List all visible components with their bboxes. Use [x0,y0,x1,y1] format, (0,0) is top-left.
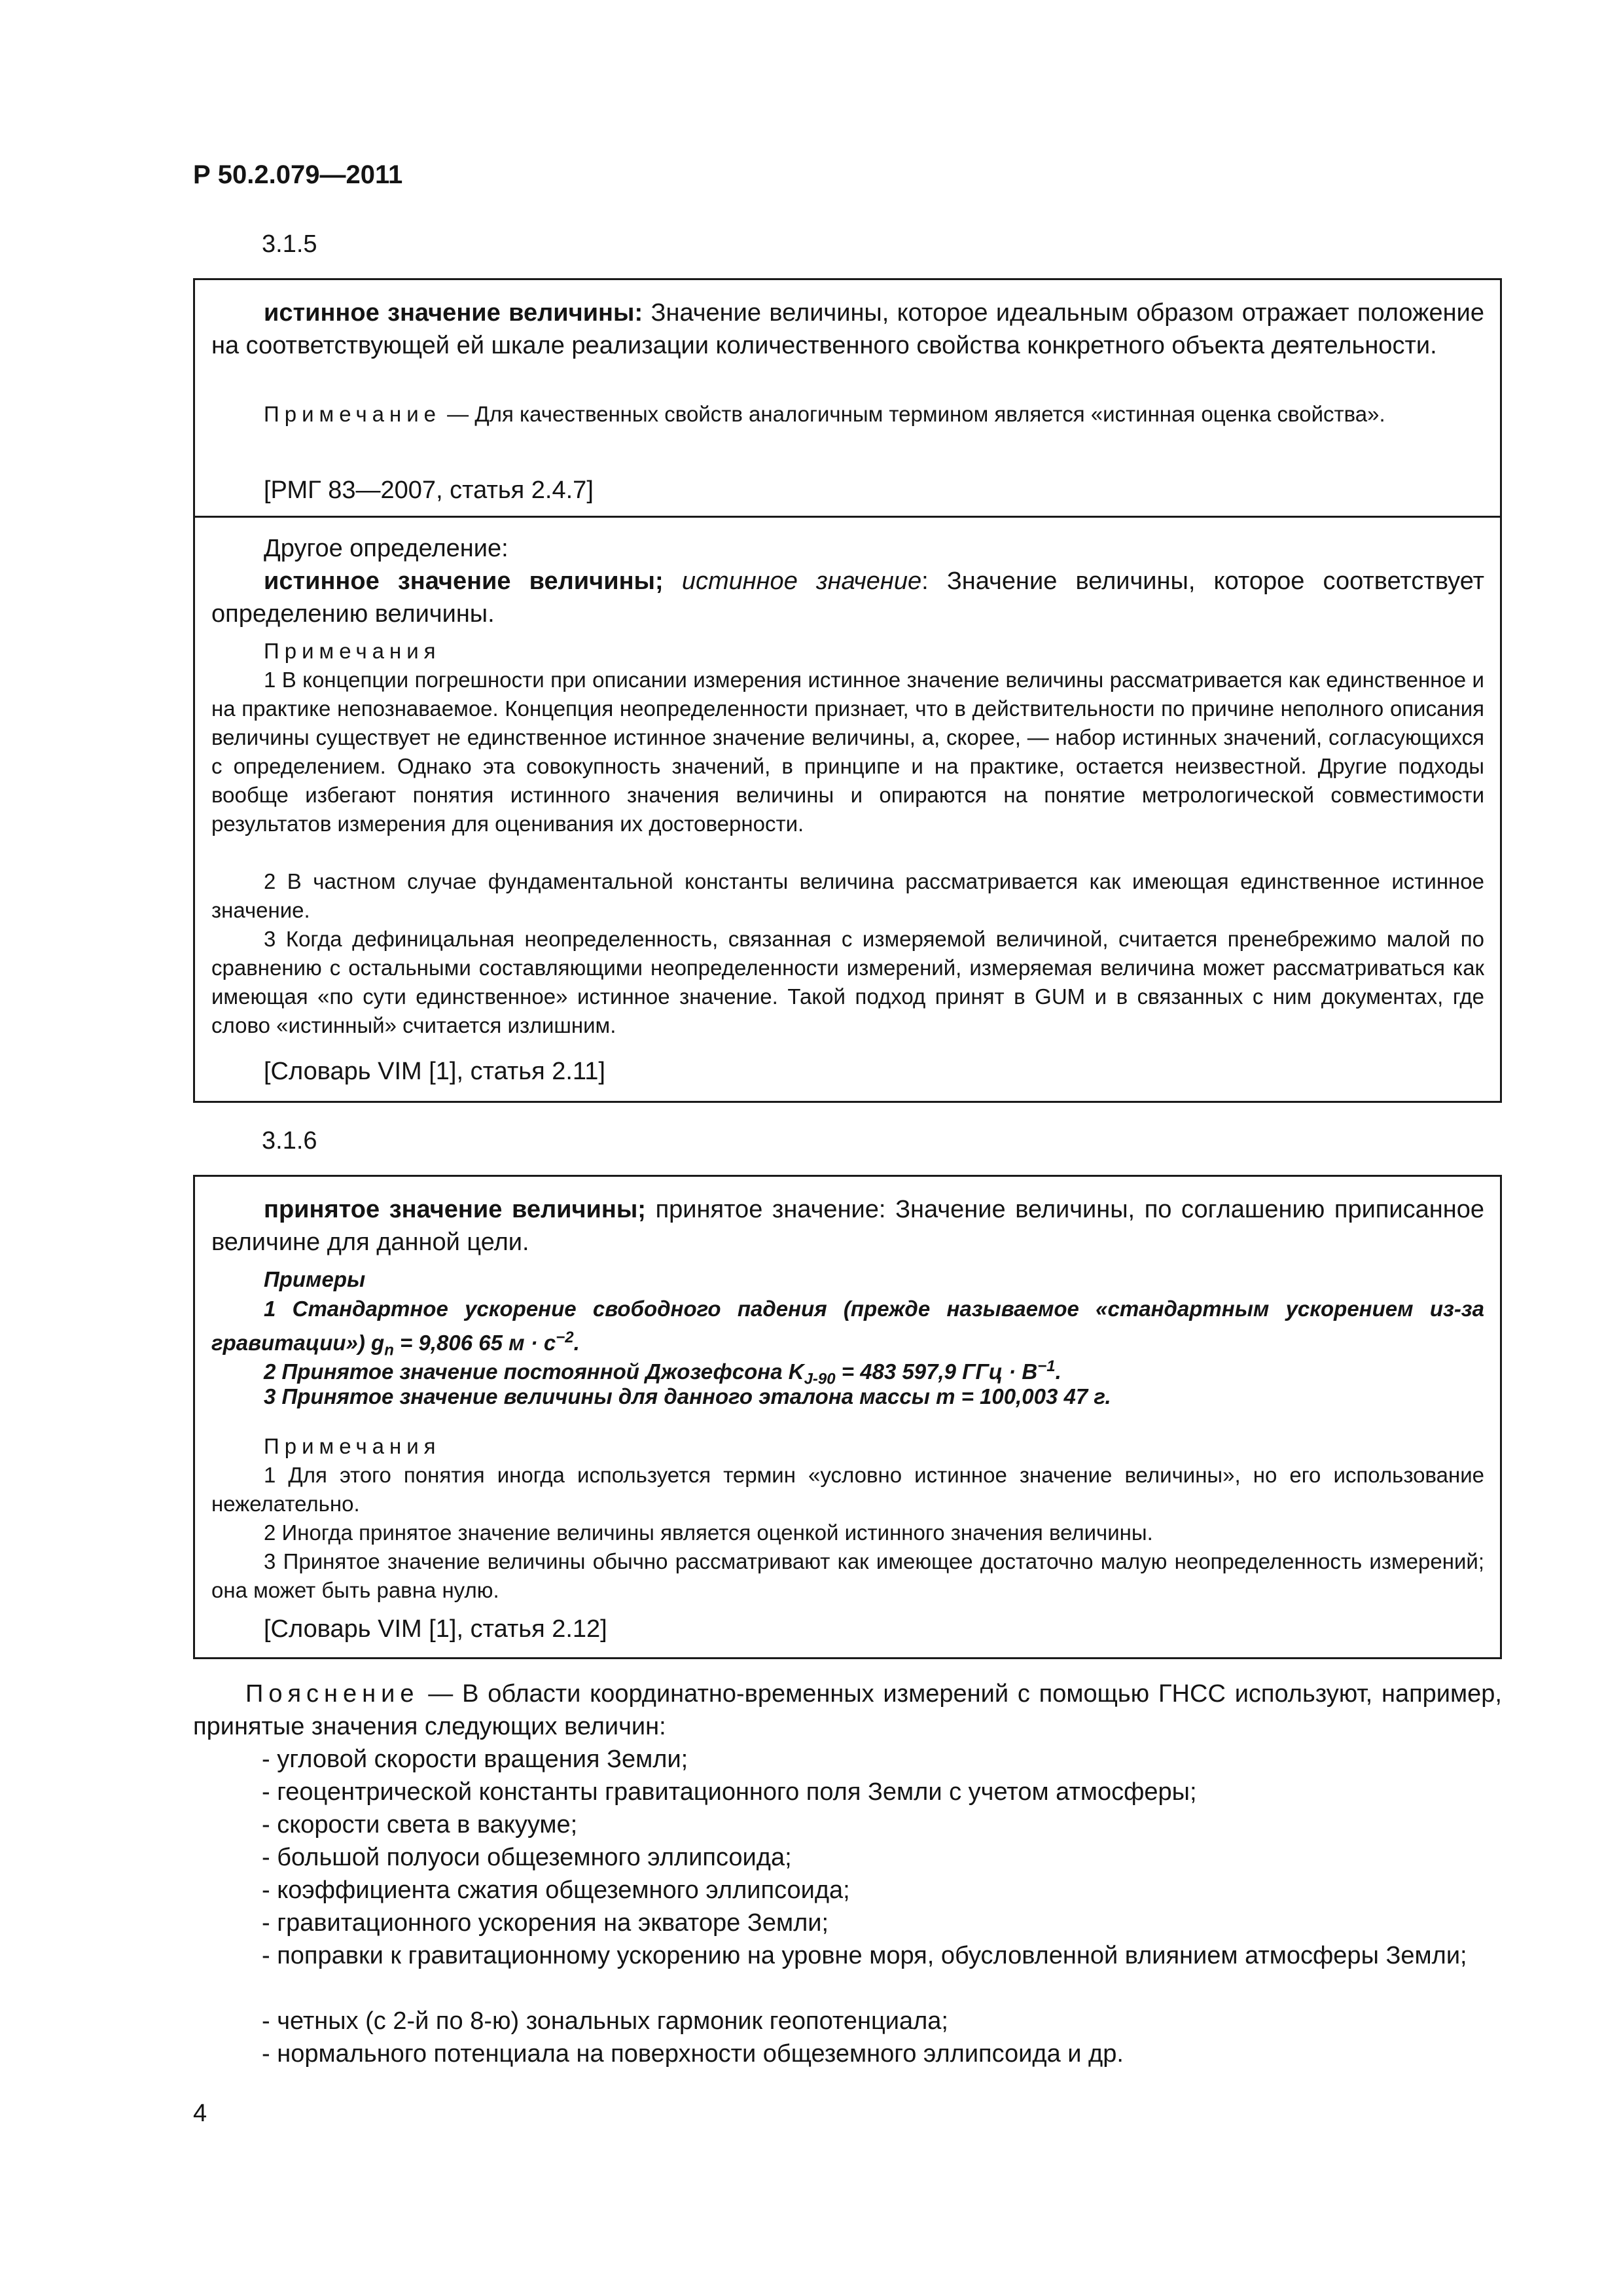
example-3: 3 Принятое значение величины для данного эталона массы m = 100,003 47 г. [264,1384,1111,1408]
note [211,400,1484,429]
page-number: 4 [193,2100,207,2127]
notes-label: Примечания [264,639,441,663]
term-2: истинное значение величины; [264,567,664,595]
definition-text: Значение величины, которое идеальным образом отражает положение на соответствующей ей шкале реализации количественного свойства конкретного объекта деятельности. [211,299,1484,359]
note-3: 3 Принятое значение величины обычно рассматривают как имеющее достаточно малую неопределенность измерений; она может быть равна нулю. [211,1549,1484,1602]
list-item: - четных (с 2-й по 8-ю) зональных гармоник геопотенциала; [262,2007,948,2035]
list-item: - поправки к гравитационному ускорению на уровне моря, обусловленной влиянием атмосферы Земли; [262,1942,1467,1969]
list-item: - угловой скорости вращения Земли; [262,1746,688,1773]
note-1: 1 В концепции погрешности при описании измерения истинное значение величины рассматривается как единственное и на практике непознаваемое. Концепция неопределенности признает, что в действительности по причине неполного описания величины существует не единственное истинное значение величины, а, скорее, — набор истинных значений, согласующихся с определением. Однако эта совокупность значений, в принципе и на практике, остается неизвестной. Другие подходы вообще избегают понятия истинного значения величины и опираются на понятие метрологической совместимости результатов измерения для оценивания их достоверности. [211,668,1484,836]
other-definition-label: Другое определение: [264,535,508,562]
examples-label: Примеры [264,1267,366,1291]
definition-box-3-1-5 [193,278,1502,1103]
definition-paragraph [211,1193,1484,1259]
term-synonym: истинное значение [681,567,922,595]
definition-box-3-1-6 [193,1175,1502,1659]
definition-text: принятое значение: Значение величины, по соглашению приписанное величине для данной цели. [211,1196,1484,1256]
list-item: - большой полуоси общеземного эллипсоида; [262,1844,792,1871]
list-item: - коэффициента сжатия общеземного эллипсоида; [262,1876,850,1904]
section-number-3-1-5: 3.1.5 [262,230,317,258]
example-1: 1 Стандартное ускорение свободного падения (прежде называемое «стандартным ускорением из-за гравитации») $g_n = 9,806$ 65 $м \cdot с^{-2}$. [211,1297,1484,1359]
explanation-paragraph [193,1677,1502,1743]
term: истинное значение величины: [264,299,643,327]
note-2: 2 В частном случае фундаментальной константы величина рассматривается как имеющая единственное истинное значение. [211,869,1484,922]
definition-paragraph-2 [211,565,1484,630]
term: принятое значение величины; [264,1196,646,1223]
alternate-definition-section [195,516,1500,1085]
note-3: 3 Когда дефиницальная неопределенность, связанная с измеряемой величиной, считается пренебрежимо малой по сравнению с остальными составляющими неопределенности измерений, измеряемая величина может рассматриваться как имеющая «по сути единственное» истинное значение. Такой подход принят в GUM и в связанных с ним документах, где слово «истинный» считается излишним. [211,927,1484,1037]
source-reference-2: [Словарь VIM [1], статья 2.11] [264,1058,605,1085]
source-reference: [Словарь VIM [1], статья 2.12] [264,1615,607,1643]
note-2: 2 Иногда принятое значение величины является оценкой истинного значения величины. [264,1520,1153,1545]
section-number-3-1-6: 3.1.6 [262,1127,317,1155]
source-reference: [РМГ 83—2007, статья 2.4.7] [264,476,594,504]
note-label: Примечание [264,402,442,426]
definition-text-2: : Значение величины, которое соответствует определению величины. [211,567,1485,628]
explanation-label: Пояснение [245,1680,419,1708]
note-1: 1 Для этого понятия иногда используется термин «условно истинное значение величины», но его использование нежелательно. [211,1463,1484,1516]
list-item: - скорости света в вакууме; [262,1811,578,1839]
list-item: - геоцентрической константы гравитационного поля Земли с учетом атмосферы; [262,1778,1197,1806]
definition-paragraph [211,296,1484,362]
example-2: 2 Принятое значение постоянной Джозефсона $K_{J-90} = 483$ 597,9 ГГц · $В^{-1}$. [264,1357,1061,1388]
list-item: - нормального потенциала на поверхности общеземного эллипсоида и др. [262,2040,1124,2068]
list-item: - гравитационного ускорения на экваторе Земли; [262,1909,829,1937]
standard-number: Р 50.2.079—2011 [193,160,403,189]
explanation-text: — В области координатно-временных измерений с помощью ГНСС используют, например, принятые значения следующих величин: [193,1680,1502,1740]
notes-label: Примечания [264,1434,441,1458]
note-text: — Для качественных свойств аналогичным термином является «истинная оценка свойства». [441,402,1385,426]
